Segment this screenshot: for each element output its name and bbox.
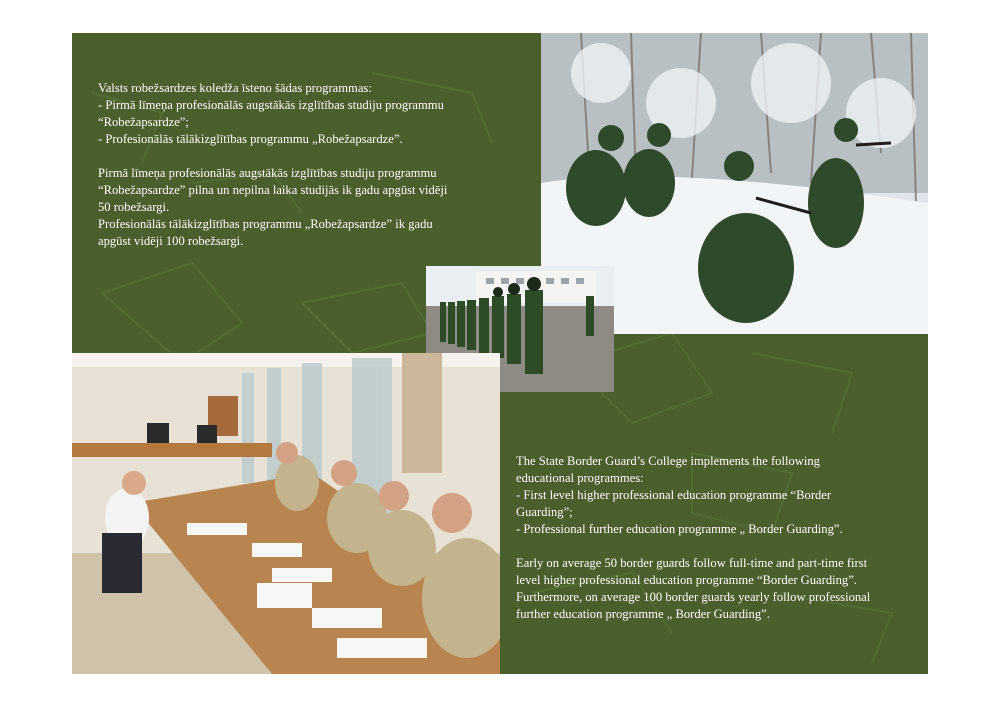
en-para-line3: Furthermore, on average 100 border guards yearly follow professional: [516, 590, 871, 604]
classroom-photo: [72, 353, 500, 674]
en-para-line4: further education programme „ Border Guarding”.: [516, 607, 770, 621]
lv-item1-line2: “Robežapsardze”;: [98, 115, 189, 129]
en-item1-line2: Guarding”;: [516, 505, 573, 519]
en-intro-line1: The State Border Guard’s College implements the following: [516, 454, 820, 468]
lv-para1-line1: Pirmā līmeņa profesionālās augstākās izglītības studiju programmu: [98, 166, 437, 180]
lv-item2: - Profesionālās tālākizglītības programmu „Robežapsardze”.: [98, 132, 403, 146]
lv-para1-line3: 50 robežsargi.: [98, 200, 170, 214]
en-para-line1: Early on average 50 border guards follow full-time and part-time first: [516, 556, 868, 570]
lv-intro: Valsts robežsardzes koledža īsteno šādas programmas:: [98, 81, 372, 95]
latvian-text-block: [98, 80, 528, 250]
lv-item1-line1: - Pirmā līmeņa profesionālās augstākās izglītības studiju programmu: [98, 98, 444, 112]
en-item1-line1: - First level higher professional education programme “Border: [516, 488, 832, 502]
lv-para2-line2: apgūst vidēji 100 robežsargi.: [98, 234, 244, 248]
lv-para2-line1: Profesionālās tālākizglītības programmu „Robežapsardze” ik gadu: [98, 217, 433, 231]
en-intro-line2: educational programmes:: [516, 471, 644, 485]
lv-para1-line2: “Robežapsardze” pilna un nepilna laika studijās ik gadu apgūst vidēji: [98, 183, 448, 197]
en-item2: - Professional further education programme „ Border Guarding”.: [516, 522, 843, 536]
english-text-block: [516, 453, 921, 623]
en-para-line2: level higher professional education programme “Border Guarding”.: [516, 573, 857, 587]
